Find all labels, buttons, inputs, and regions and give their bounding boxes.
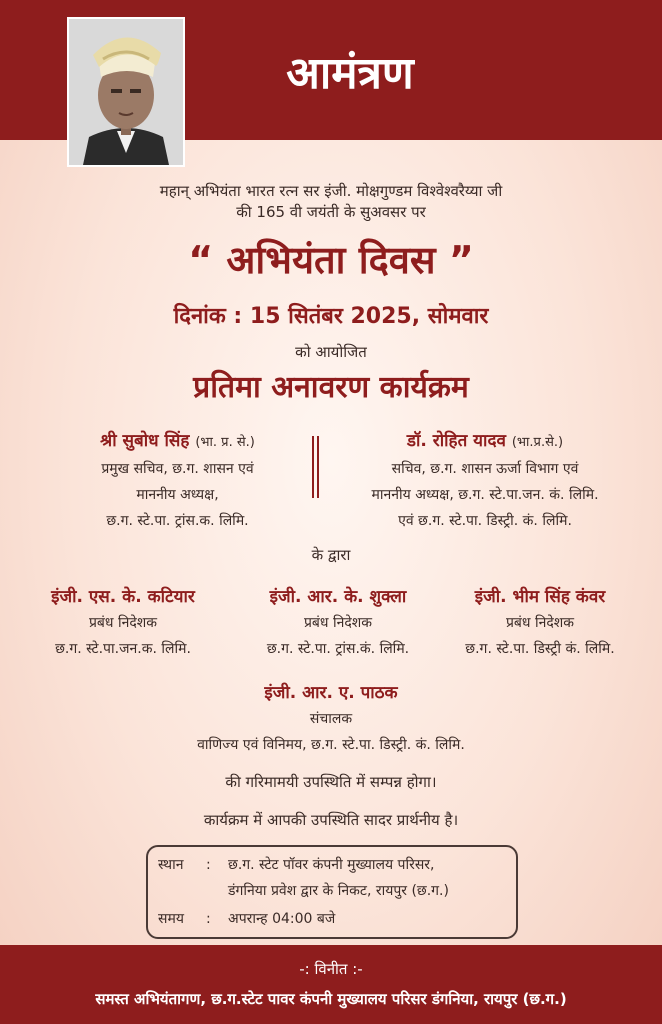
venue-box [146, 845, 518, 939]
divider-line-left [312, 436, 314, 498]
organized-text: को आयोजित [295, 343, 367, 361]
place-line-2: डंगनिया प्रवेश द्वार के निकट, रायपुर (छ.ग.) [228, 883, 449, 899]
time-label: समय [158, 911, 184, 927]
place-colon: : [206, 857, 211, 873]
host-2-name: डॉ. रोहित यादव [406, 431, 506, 451]
by-text: के द्वारा [311, 546, 351, 564]
event-title: “ अभियंता दिवस ” [188, 238, 474, 282]
request-text: कार्यक्रम में आपकी उपस्थिति सादर प्रार्थनीय है। [203, 811, 459, 829]
time-colon: : [206, 911, 211, 927]
host-1-line-2: माननीय अध्यक्ष, [136, 487, 219, 503]
invitation-title: आमंत्रण [286, 48, 414, 99]
director-2-role: प्रबंध निदेशक [303, 615, 373, 631]
host-2 [330, 428, 640, 534]
portrait-photo [67, 17, 185, 167]
place-line-1: छ.ग. स्टेट पॉवर कंपनी मुख्यालय परिसर, [228, 857, 435, 873]
footer-from: समस्त अभियंतागण, छ.ग.स्टेट पावर कंपनी मुख्यालय परिसर डंगनिया, रायपुर (छ.ग.) [95, 990, 567, 1008]
host-1-line-1: प्रमुख सचिव, छ.ग. शासन एवं [101, 461, 254, 477]
portrait-illustration [69, 19, 183, 165]
director-1-org: छ.ग. स्टे.पा.जन.क. लिमि. [55, 641, 191, 657]
time-value: अपरान्ह 04:00 बजे [228, 911, 336, 927]
director-3-org: छ.ग. स्टे.पा. डिस्ट्री कं. लिमि. [465, 641, 615, 657]
director-1-name: इंजी. एस. के. कटियार [51, 587, 195, 607]
intro-text [0, 181, 662, 223]
director-1-role: प्रबंध निदेशक [88, 615, 158, 631]
program-title: प्रतिमा अनावरण कार्यक्रम [193, 370, 469, 405]
director-2-name: इंजी. आर. के. शुक्ला [269, 587, 407, 607]
director-1 [18, 584, 228, 662]
host-1 [50, 428, 305, 534]
host-1-suffix: (भा. प्र. से.) [195, 435, 255, 450]
host-1-line-3: छ.ग. स्टे.पा. ट्रांस.क. लिमि. [106, 513, 249, 529]
commerce-director-role: संचालक [309, 711, 353, 727]
intro-line-2: की 165 वी जयंती के सुअवसर पर [236, 203, 426, 221]
host-2-suffix: (भा.प्र.से.) [511, 435, 564, 450]
director-3 [440, 584, 640, 662]
director-2 [233, 584, 443, 662]
commerce-director-org: वाणिज्य एवं विनिमय, छ.ग. स्टे.पा. डिस्ट्री. कं. लिमि. [197, 737, 465, 753]
intro-line-1: महान् अभियंता भारत रत्न सर इंजी. मोक्षगुण्डम विश्वेश्वरैय्या जी [159, 182, 503, 200]
vinit-text: -: विनीत :- [299, 960, 363, 978]
host-2-line-3: एवं छ.ग. स्टे.पा. डिस्ट्री. कं. लिमि. [398, 513, 572, 529]
director-3-role: प्रबंध निदेशक [505, 615, 575, 631]
host-2-line-2: माननीय अध्यक्ष, छ.ग. स्टे.पा.जन. कं. लिमि. [371, 487, 599, 503]
commerce-director [0, 680, 662, 758]
host-2-line-1: सचिव, छ.ग. शासन ऊर्जा विभाग एवं [391, 461, 579, 477]
presence-text: की गरिमामयी उपस्थिति में सम्पन्न होगा। [225, 773, 437, 791]
host-1-name: श्री सुबोध सिंह [100, 431, 190, 451]
director-3-name: इंजी. भीम सिंह कंवर [474, 587, 606, 607]
footer-band [0, 945, 662, 1024]
divider-line-right [317, 436, 319, 498]
director-2-org: छ.ग. स्टे.पा. ट्रांस.कं. लिमि. [266, 641, 410, 657]
commerce-director-name: इंजी. आर. ए. पाठक [264, 683, 398, 703]
event-date: दिनांक : 15 सितंबर 2025, सोमवार [173, 304, 489, 329]
place-label: स्थान [158, 857, 184, 873]
